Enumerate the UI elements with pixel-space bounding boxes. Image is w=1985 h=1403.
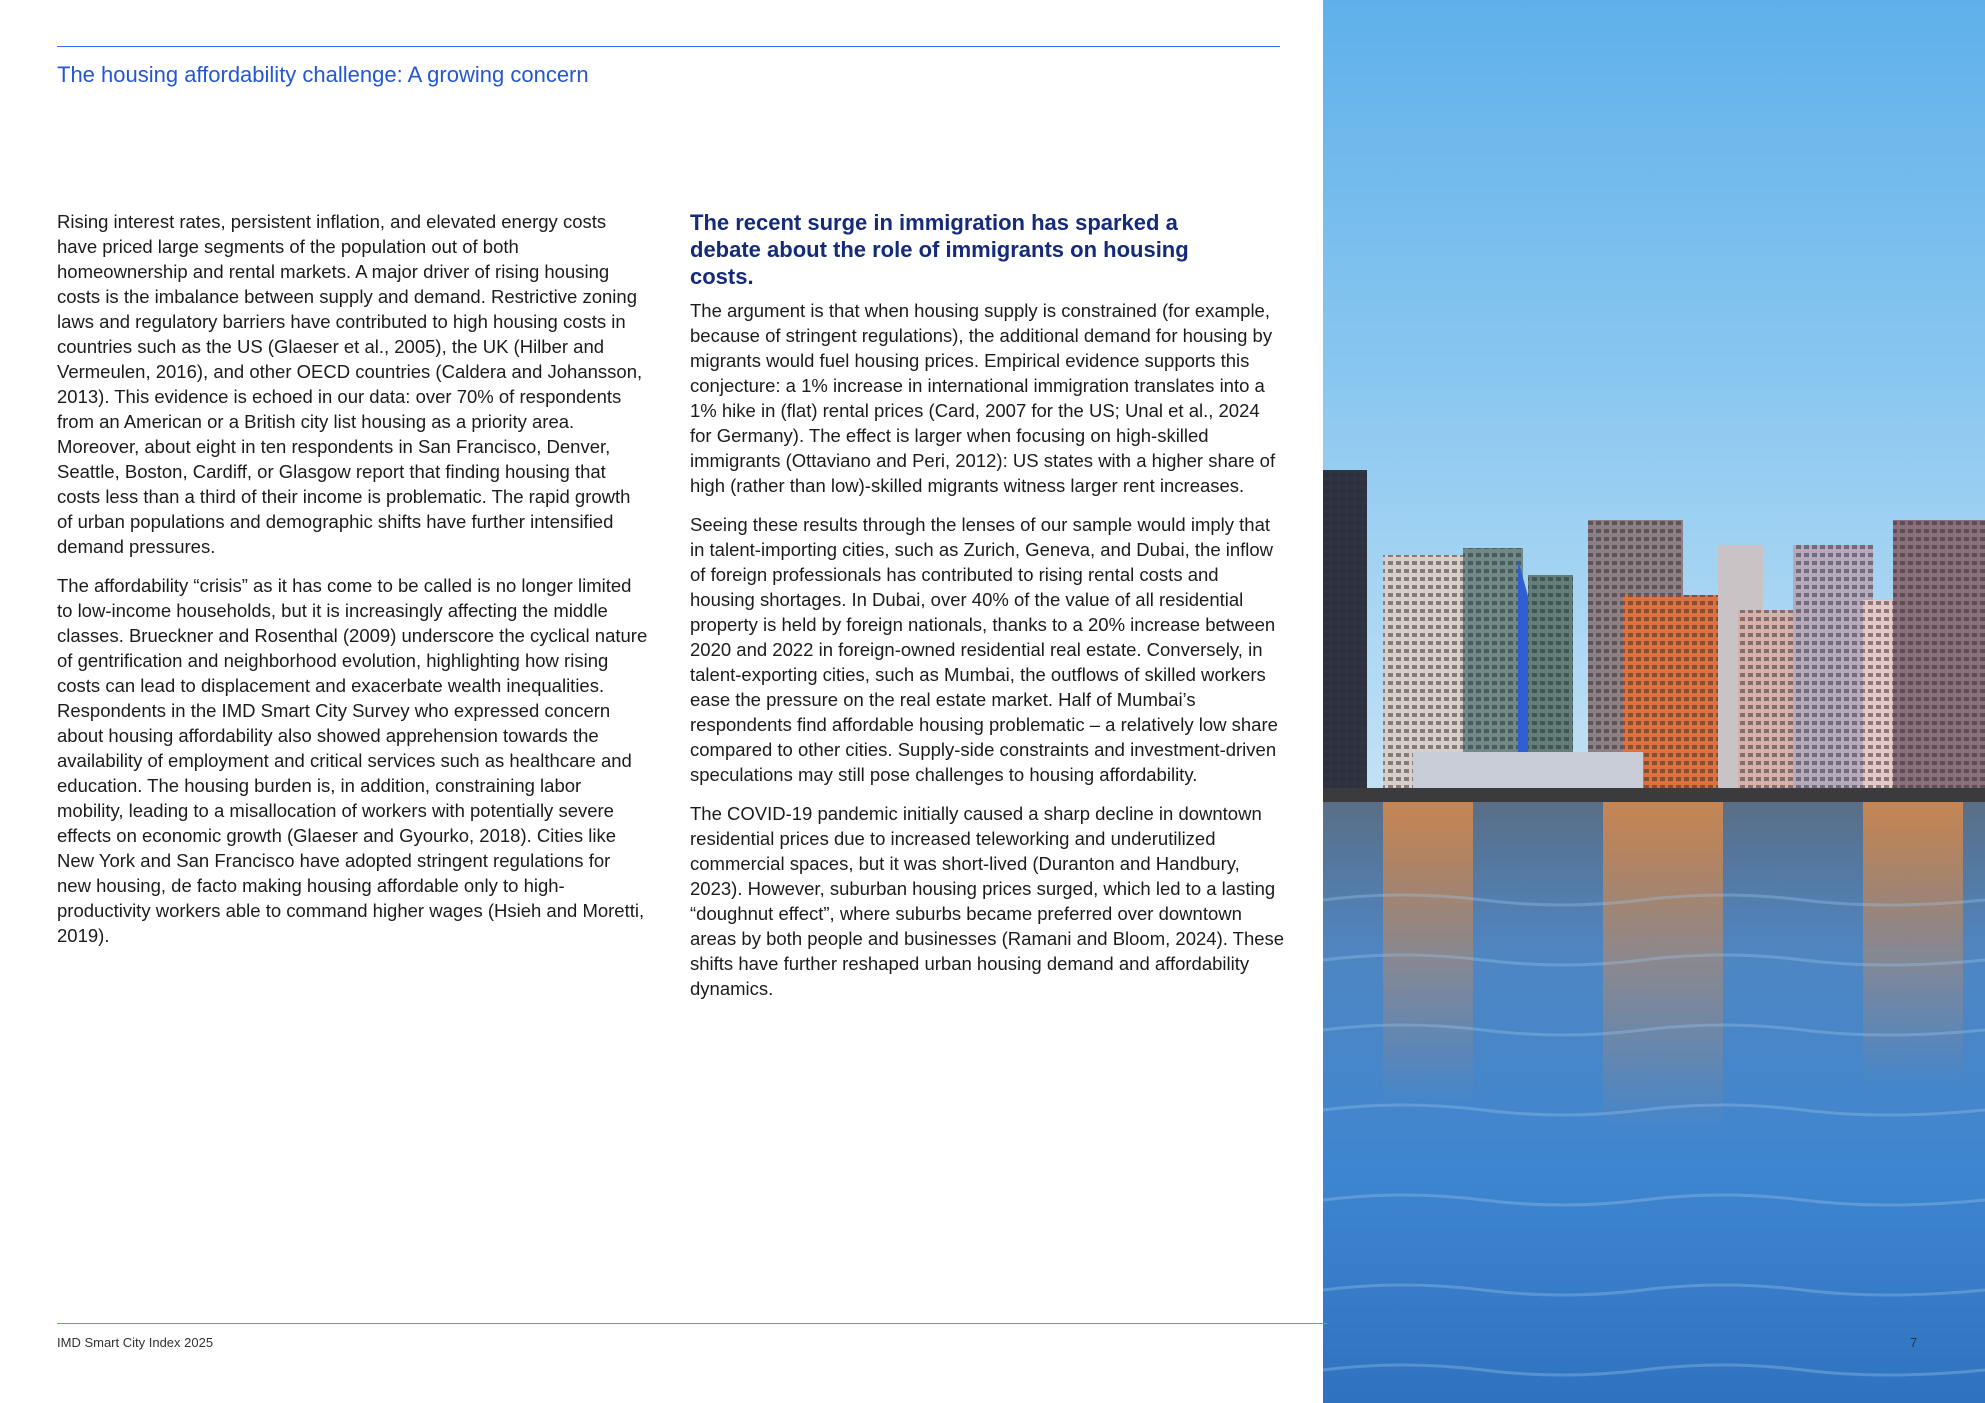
body-paragraph: The argument is that when housing supply is constrained (for example, because of stringent regulations), the additional demand for housing by migrants would fuel housing prices. Empirical evidence supports this conjecture: a 1% increase in international immigration translates into a 1% hike in (flat) rental prices (Card, 2007 for the US; Unal et al., 2024 for Germany). The effect is larger when focusing on high-skilled immigrants (Ottaviano and Peri, 2012): US states with a higher share of high (rather than low)-skilled migrants witness larger rent increases.: [690, 300, 1276, 496]
publication-title: IMD Smart City Index 2025: [57, 1335, 214, 1350]
city-waterfront-photo: [1323, 0, 1985, 1403]
header-rule: [57, 46, 1280, 47]
section-title: The housing affordability challenge: A growing concern: [57, 62, 589, 87]
footer-rule: [57, 1323, 1327, 1324]
page-number: 7: [1910, 1335, 1918, 1350]
body-paragraph: The affordability “crisis” as it has come to be called is no longer limited to low-income households, but it is increasingly affecting the middle classes. Brueckner and Rosenthal (2009) underscore the cyclical nature of gentrification and neighborhood evolution, highlighting how rising costs can lead to displacement and exacerbate wealth inequalities. Respondents in the IMD Smart City Survey who expressed concern about housing affordability also showed apprehension towards the availability of employment and critical services such as healthcare and education. The housing burden is, in addition, constraining labor mobility, leading to a misallocation of workers with potentially severe effects on economic growth (Glaeser and Gyourko, 2018). Cities like New York and San Francisco have adopted stringent regulations for new housing, de facto making housing affordable only to high-productivity workers able to command higher wages (Hsieh and Moretti, 2019).: [57, 575, 648, 946]
right-column: [690, 209, 1285, 1015]
left-column: [57, 209, 649, 962]
body-paragraph: Seeing these results through the lenses of our sample would imply that in talent-importing cities, such as Zurich, Geneva, and Dubai, the inflow of foreign professionals has contributed to rising rental costs and housing shortages. In Dubai, over 40% of the value of all residential property is held by foreign nationals, thanks to a 20% increase between 2020 and 2022 in foreign-owned residential real estate. Conversely, in talent-exporting cities, such as Mumbai, the outflows of skilled workers ease the pressure on the real estate market. Half of Mumbai’s respondents find affordable housing problematic – a relatively low share compared to other cities. Supply-side constraints and investment-driven speculations may still pose challenges to housing affordability.: [690, 514, 1278, 785]
body-paragraph: The COVID-19 pandemic initially caused a sharp decline in downtown residential prices due to increased teleworking and underutilized commercial spaces, but it was short-lived (Duranton and Handbury, 2023). However, suburban housing prices surged, which led to a lasting “doughnut effect”, where suburbs became preferred over downtown areas by both people and businesses (Ramani and Bloom, 2024). These shifts have further reshaped urban housing demand and affordability dynamics.: [690, 803, 1285, 999]
body-paragraph: Rising interest rates, persistent inflation, and elevated energy costs have priced large segments of the population out of both homeownership and rental markets. A major driver of rising housing costs is the imbalance between supply and demand. Restrictive zoning laws and regulatory barriers have contributed to high housing costs in countries such as the US (Glaeser et al., 2005), the UK (Hilber and Vermeulen, 2016), and other OECD countries (Caldera and Johansson, 2013). This evidence is echoed in our data: over 70% of respondents from an American or a British city list housing as a priority area. Moreover, about eight in ten respondents in San Francisco, Denver, Seattle, Boston, Cardiff, or Glasgow report that finding housing that costs less than a third of their income is problematic. The rapid growth of urban populations and demographic shifts have further intensified demand pressures.: [57, 211, 643, 557]
pull-quote: The recent surge in immigration has sparked a debate about the role of immigrants on housing costs.: [690, 210, 1189, 289]
